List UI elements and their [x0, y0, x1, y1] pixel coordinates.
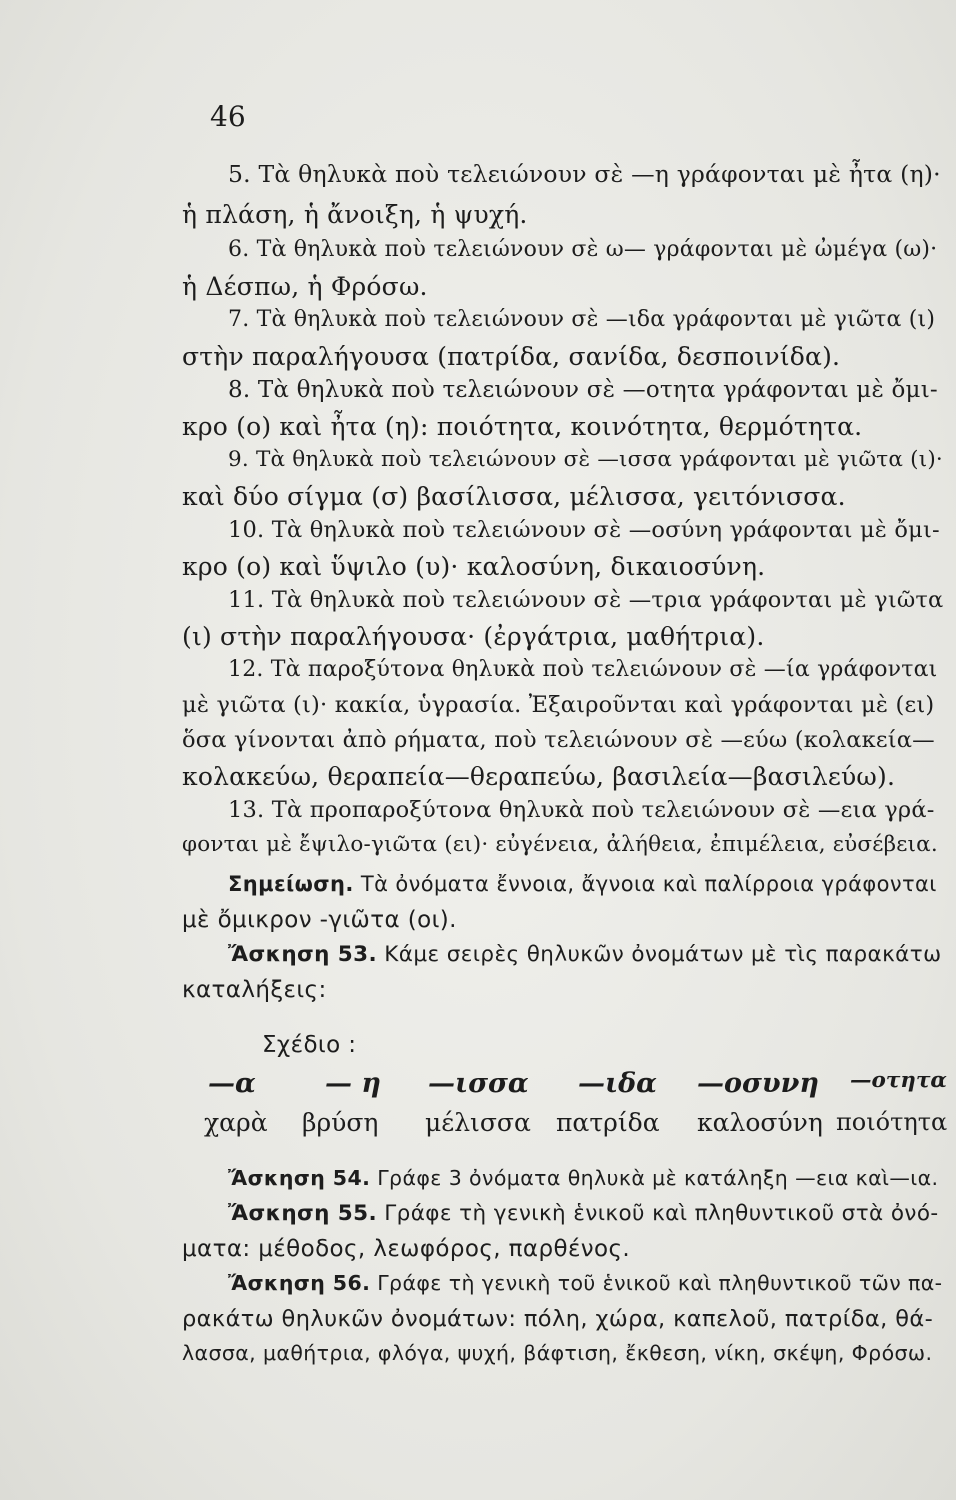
rule-9-line-1: 9. Τὰ θηλυκὰ ποὺ τελειώνουν σὲ —ισσα γράφονται μὲ γιῶτα (ι)· [228, 447, 943, 472]
exercise-55-line-2: ματα: μέθοδος, λεωφόρος, παρθένος. [182, 1236, 631, 1262]
rule-12-line-1: 12. Τὰ παροξύτονα θηλυκὰ ποὺ τελειώνουν σὲ —ία γράφονται [228, 657, 938, 682]
schema-example-chara: χαρὰ [204, 1108, 268, 1137]
schema-ending-i: — η [325, 1068, 382, 1099]
exercise-56-line-1 [228, 1271, 942, 1295]
rule-11-line-1: 11. Τὰ θηλυκὰ ποὺ τελειώνουν σὲ —τρια γράφονται μὲ γιῶτα [228, 587, 944, 613]
schema-example-vrysi: βρύση [302, 1108, 379, 1137]
exercise-53-label: Ἄσκηση 53. [228, 942, 378, 967]
note-text-1: Τὰ ὀνόματα ἔννοια, ἄγνοια καὶ παλίρροια γράφονται [353, 872, 937, 896]
exercise-56-line-2: ρακάτω θηλυκῶν ὀνομάτων: πόλη, χώρα, καπελοῦ, πατρίδα, θά- [182, 1306, 934, 1332]
rule-13-line-1: 13. Τὰ προπαροξύτονα θηλυκὰ ποὺ τελειώνουν σὲ —εια γρά- [228, 797, 935, 823]
page-number: 46 [210, 100, 246, 133]
schema-ending-issa: —ισσα [428, 1068, 529, 1099]
rule-7-line-1: 7. Τὰ θηλυκὰ ποὺ τελειώνουν σὲ —ιδα γράφονται μὲ γιῶτα (ι) [228, 307, 936, 332]
rule-10-line-2: κρο (ο) καὶ ὕψιλο (υ)· καλοσύνη, δικαιοσύνη. [182, 552, 766, 581]
schema-title: Σχέδιο : [262, 1032, 357, 1058]
schema-example-poiotita: ποιότητα [836, 1108, 948, 1136]
rule-12-line-3: ὅσα γίνονται ἀπὸ ρήματα, ποὺ τελειώνουν σὲ —εύω (κολακεία— [182, 727, 935, 753]
exercise-53-line-2: καταλήξεις: [182, 977, 327, 1003]
rule-10-line-1: 10. Τὰ θηλυκὰ ποὺ τελειώνουν σὲ —οσύνη γράφονται μὲ ὄμι- [228, 517, 940, 543]
exercise-53-text-1: Κάμε σειρὲς θηλυκῶν ὀνομάτων μὲ τὶς παρακάτω [377, 942, 942, 967]
rule-8-line-2: κρο (ο) καὶ ἦτα (η): ποιότητα, κοινότητα, θερμότητα. [182, 412, 863, 441]
exercise-56-label: Ἄσκηση 56. [228, 1271, 371, 1295]
rule-13-line-2: φονται μὲ ἔψιλο-γιῶτα (ει)· εὐγένεια, ἀλήθεια, ἐπιμέλεια, εὐσέβεια. [182, 832, 938, 857]
exercise-56-text-1: Γράφε τὴ γενικὴ τοῦ ἑνικοῦ καὶ πληθυντικοῦ τῶν πα- [370, 1271, 943, 1295]
rule-12-line-4: κολακεύω, θεραπεία—θεραπεύω, βασιλεία—βασιλεύω). [182, 762, 896, 791]
note-line-2: μὲ ὄμικρον -γιῶτα (οι). [182, 907, 457, 933]
schema-ending-osyni: —οσυνη [697, 1068, 820, 1099]
exercise-54-line-1 [228, 1166, 938, 1190]
rule-6-line-2: ἡ Δέσπω, ἡ Φρόσω. [182, 272, 428, 301]
schema-example-melissa: μέλισσα [425, 1108, 531, 1137]
exercise-54-label: Ἄσκηση 54. [228, 1166, 371, 1190]
exercise-56-line-3: λασσα, μαθήτρια, φλόγα, ψυχή, βάφτιση, ἔκθεση, νίκη, σκέψη, Φρόσω. [182, 1341, 933, 1365]
schema-ending-a: —α [208, 1068, 256, 1099]
schema-ending-otita: —οτητα [850, 1068, 947, 1093]
exercise-54-text-1: Γράφε 3 ὀνόματα θηλυκὰ μὲ κατάληξη —εια καὶ—ια. [370, 1166, 939, 1190]
rule-6-line-1: 6. Τὰ θηλυκὰ ποὺ τελειώνουν σὲ ω— γράφονται μὲ ὠμέγα (ω)· [228, 237, 938, 262]
note-label: Σημείωση. [228, 872, 354, 896]
rule-11-line-2: (ι) στὴν παραλήγουσα· (ἐργάτρια, μαθήτρια). [182, 622, 765, 651]
rule-5-line-2: ἡ πλάση, ἡ ἄνοιξη, ἡ ψυχή. [182, 200, 528, 229]
exercise-53-line-1 [228, 942, 942, 967]
exercise-55-line-1 [228, 1201, 939, 1226]
rule-9-line-2: καὶ δύο σίγμα (σ) βασίλισσα, μέλισσα, γειτόνισσα. [182, 482, 846, 511]
schema-example-kalosyni: καλοσύνη [697, 1108, 823, 1137]
note-line-1 [228, 872, 937, 896]
rule-8-line-1: 8. Τὰ θηλυκὰ ποὺ τελειώνουν σὲ —οτητα γράφονται μὲ ὄμι- [228, 377, 938, 403]
rule-7-line-2: στὴν παραλήγουσα (πατρίδα, σανίδα, δεσποινίδα). [182, 342, 841, 371]
exercise-55-label: Ἄσκηση 55. [228, 1201, 378, 1226]
rule-12-line-2: μὲ γιῶτα (ι)· κακία, ὑγρασία. Ἐξαιροῦνται καὶ γράφονται μὲ (ει) [182, 692, 935, 718]
exercise-55-text-1: Γράφε τὴ γενικὴ ἑνικοῦ καὶ πληθυντικοῦ στὰ ὀνό- [377, 1201, 939, 1226]
schema-example-patrida: πατρίδα [556, 1108, 660, 1137]
rule-5-line-1: 5. Τὰ θηλυκὰ ποὺ τελειώνουν σὲ —η γράφονται μὲ ἦτα (η)· [228, 160, 941, 188]
schema-ending-ida: —ιδα [578, 1068, 657, 1099]
